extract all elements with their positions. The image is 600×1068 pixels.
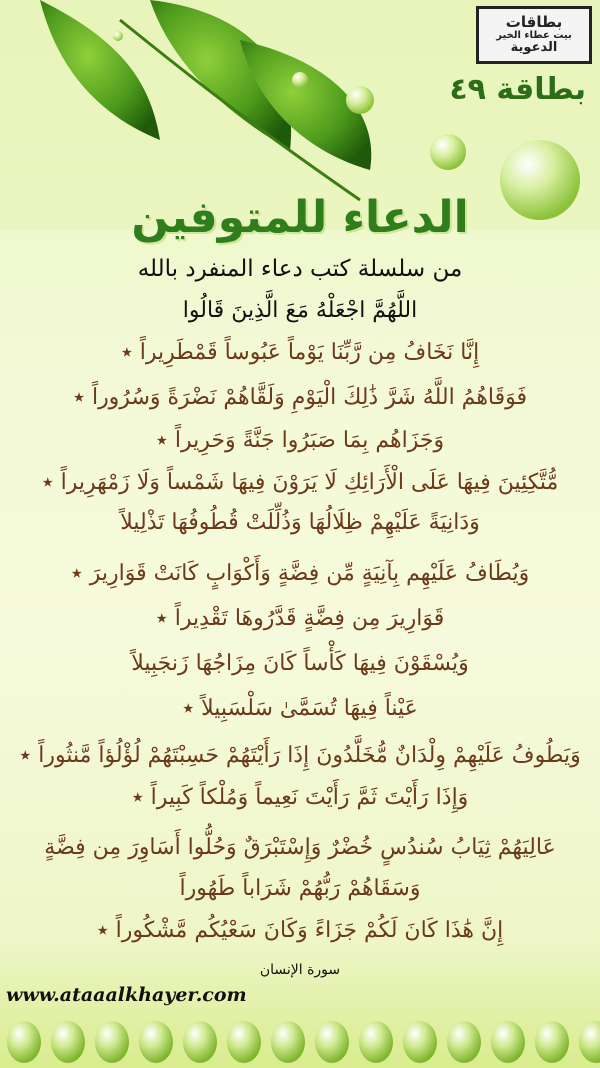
water-drop <box>7 1021 41 1063</box>
water-drop <box>51 1021 85 1063</box>
verse-line: وَيُطَافُ عَلَيْهِم بِآنِيَةٍ مِّن فِضَّةٍ وَأَكْوَابٍ كَانَتْ قَوَارِيرَ ٭ <box>70 561 530 586</box>
logo-line: بطاقات <box>505 13 563 32</box>
verse-line: إِنَّا نَخَافُ مِن رَّبِّنَا يَوْماً عَبُوساً قَمْطَرِيراً ٭ <box>120 340 480 365</box>
water-drop <box>403 1021 437 1063</box>
verse-line: إِنَّ هَٰذَا كَانَ لَكُمْ جَزَاءً وَكَانَ سَعْيُكُم مَّشْكُوراً ٭ <box>96 918 504 943</box>
drops-row <box>0 1012 600 1068</box>
subtitle: من سلسلة كتب دعاء المنفرد بالله <box>137 256 463 282</box>
website-link[interactable]: www.ataaalkhayer.com <box>6 984 247 1006</box>
water-drop <box>346 86 374 114</box>
card-number: بطاقة ٤٩ <box>449 72 586 107</box>
water-drop <box>447 1021 481 1063</box>
water-drop <box>359 1021 393 1063</box>
verse-line: قَوَارِيرَ مِن فِضَّةٍ قَدَّرُوهَا تَقْدِيراً ٭ <box>155 606 445 631</box>
verse-line: فَوَقَاهُمُ اللَّهُ شَرَّ ذَٰلِكَ الْيَوْمِ وَلَقَّاهُمْ نَضْرَةً وَسُرُوراً ٭ <box>72 385 528 410</box>
water-drop <box>292 72 308 88</box>
logo-line: الدعوية <box>510 40 558 56</box>
water-drop <box>491 1021 525 1063</box>
verse-line: وَيَطُوفُ عَلَيْهِمْ وِلْدَانٌ مُّخَلَّدُونَ إِذَا رَأَيْتَهُمْ حَسِبْتَهُمْ لُؤْلُؤاً مَّنثُوراً ٭ <box>19 743 581 768</box>
water-drop <box>183 1021 217 1063</box>
page-title: الدعاء للمتوفين <box>131 192 469 243</box>
water-drop <box>139 1021 173 1063</box>
verse-line: وَإِذَا رَأَيْتَ ثَمَّ رَأَيْتَ نَعِيماً وَمُلْكاً كَبِيراً ٭ <box>131 785 469 810</box>
verse-line: عَالِيَهُمْ ثِيَابُ سُندُسٍ خُضْرٌ وَإِسْتَبْرَقٌ وَحُلُّوا أَسَاوِرَ مِن فِضَّةٍ <box>44 835 556 860</box>
water-drop <box>579 1021 600 1063</box>
water-drop <box>535 1021 569 1063</box>
water-drop <box>315 1021 349 1063</box>
verse-line: وَجَزَاهُم بِمَا صَبَرُوا جَنَّةً وَحَرِيراً ٭ <box>155 428 445 453</box>
surah-name: سورة الإنسان <box>259 962 341 978</box>
water-drop <box>271 1021 305 1063</box>
verse-line: وَسَقَاهُمْ رَبُّهُمْ شَرَاباً طَهُوراً <box>179 876 421 901</box>
verse-line: عَيْناً فِيهَا تُسَمَّىٰ سَلْسَبِيلاً ٭ <box>182 696 418 721</box>
logo-line: بيت عطاء الخير <box>496 29 572 41</box>
water-drop <box>227 1021 261 1063</box>
verse-line: وَيُسْقَوْنَ فِيهَا كَأْساً كَانَ مِزَاجُهَا زَنجَبِيلاً <box>131 651 469 676</box>
water-drop <box>95 1021 129 1063</box>
water-drop <box>430 134 466 170</box>
water-drop <box>113 31 123 41</box>
brand-logo <box>476 6 592 64</box>
verse-line: اللَّهُمَّ اجْعَلْهُ مَعَ الَّذِينَ قَالُوا <box>182 298 418 323</box>
verse-line: وَدَانِيَةً عَلَيْهِمْ ظِلَالُهَا وَذُلِّلَتْ قُطُوفُهَا تَذْلِيلاً <box>120 510 480 535</box>
verse-line: مُّتَّكِئِينَ فِيهَا عَلَى الْأَرَائِكِ لَا يَرَوْنَ فِيهَا شَمْساً وَلَا زَمْهَرِيراً ٭ <box>41 470 559 495</box>
